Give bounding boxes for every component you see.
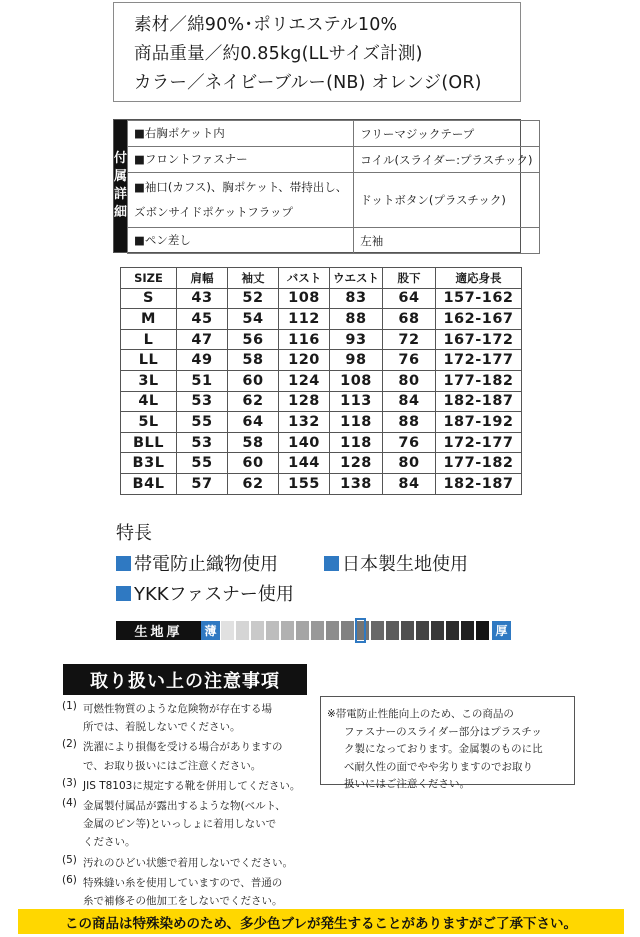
thickness-step bbox=[461, 621, 474, 640]
size-header: 適応身長 bbox=[436, 268, 522, 289]
caution-number: (3) bbox=[62, 776, 77, 789]
dye-notice-banner: この商品は特殊染めのため、多少色ブレが発生することがありますがご了承下さい。 bbox=[18, 909, 624, 934]
size-cell: 167-172 bbox=[436, 329, 522, 350]
caution-line: 洗濯により損傷を受ける場合がありますの bbox=[83, 741, 283, 754]
size-cell: 182-187 bbox=[436, 391, 522, 412]
weight-line: 商品重量／約0.85kg(LLサイズ計測) bbox=[134, 44, 423, 64]
size-row bbox=[121, 370, 522, 391]
size-cell: BLL bbox=[121, 432, 177, 453]
accessory-item: ■フロントファスナー bbox=[128, 147, 354, 173]
size-row bbox=[121, 329, 522, 350]
caution-item bbox=[62, 854, 318, 872]
size-cell: 80 bbox=[383, 453, 436, 474]
thickness-gradient bbox=[220, 621, 492, 640]
size-cell: 51 bbox=[177, 370, 228, 391]
feature-item bbox=[116, 550, 278, 576]
size-cell: 47 bbox=[177, 329, 228, 350]
thickness-step bbox=[416, 621, 429, 640]
size-cell: 5L bbox=[121, 412, 177, 433]
material-line: 素材／綿90%･ポリエステル10% bbox=[134, 15, 398, 35]
size-cell: 118 bbox=[330, 432, 383, 453]
color-line: カラー／ネイビーブルー(NB) オレンジ(OR) bbox=[134, 73, 482, 93]
size-chart bbox=[120, 267, 522, 495]
thickness-step bbox=[371, 621, 384, 640]
size-row bbox=[121, 473, 522, 494]
size-cell: 155 bbox=[279, 473, 330, 494]
feature-item bbox=[116, 580, 294, 606]
size-row bbox=[121, 412, 522, 433]
size-cell: 68 bbox=[383, 309, 436, 330]
size-cell: 113 bbox=[330, 391, 383, 412]
size-cell: 187-192 bbox=[436, 412, 522, 433]
size-cell: 45 bbox=[177, 309, 228, 330]
blue-square-icon bbox=[116, 556, 131, 571]
side-char: 付 bbox=[114, 151, 128, 166]
size-cell: 144 bbox=[279, 453, 330, 474]
size-header: ウエスト bbox=[330, 268, 383, 289]
feature-text: 日本製生地使用 bbox=[342, 554, 468, 575]
caution-number: (2) bbox=[62, 738, 77, 751]
size-cell: 120 bbox=[279, 350, 330, 371]
size-cell: 62 bbox=[228, 473, 279, 494]
size-cell: 43 bbox=[177, 288, 228, 309]
size-header: 股下 bbox=[383, 268, 436, 289]
caution-item bbox=[62, 738, 318, 774]
size-cell: M bbox=[121, 309, 177, 330]
caution-line: 可燃性物質のような危険物が存在する場 bbox=[83, 703, 272, 715]
accessory-value: 左袖 bbox=[354, 228, 539, 254]
size-cell: 83 bbox=[330, 288, 383, 309]
size-cell: 58 bbox=[228, 350, 279, 371]
caution-item bbox=[62, 777, 318, 795]
thickness-step bbox=[251, 621, 264, 640]
accessory-item: ■右胸ポケット内 bbox=[128, 121, 354, 147]
caution-line: 特殊縫い糸を使用していますので、普通の bbox=[83, 876, 283, 889]
size-cell: 93 bbox=[330, 329, 383, 350]
caution-line: 糸で補修その他加工をしないでください。 bbox=[83, 895, 283, 908]
caution-note bbox=[320, 696, 575, 790]
accessory-details bbox=[113, 119, 533, 253]
caution-text bbox=[83, 854, 318, 872]
size-row bbox=[121, 453, 522, 474]
size-cell: 124 bbox=[279, 370, 330, 391]
accessory-table bbox=[127, 120, 540, 254]
note-line: ファスナーのスライダー部分はプラスチッ bbox=[344, 725, 542, 738]
size-row bbox=[121, 432, 522, 453]
caution-text bbox=[83, 777, 318, 795]
size-cell: 4L bbox=[121, 391, 177, 412]
caution-number: (4) bbox=[62, 797, 77, 810]
caution-number: (6) bbox=[62, 873, 77, 886]
size-cell: S bbox=[121, 288, 177, 309]
size-cell: 172-177 bbox=[436, 350, 522, 371]
side-char: 細 bbox=[114, 205, 128, 220]
size-row bbox=[121, 309, 522, 330]
accessory-row bbox=[128, 147, 540, 173]
caution-line: 所では、着脱しないでください。 bbox=[83, 721, 241, 734]
caution-list bbox=[62, 700, 318, 912]
feature-text: YKKファスナー使用 bbox=[134, 584, 294, 605]
size-cell: 132 bbox=[279, 412, 330, 433]
features-title: 特長 bbox=[116, 523, 152, 544]
size-cell: B4L bbox=[121, 473, 177, 494]
size-cell: 128 bbox=[330, 453, 383, 474]
caution-item bbox=[62, 797, 318, 852]
accessory-value: コイル(スライダー:プラスチック) bbox=[354, 147, 539, 173]
accessory-row bbox=[128, 173, 540, 228]
size-cell: 80 bbox=[383, 370, 436, 391]
thickness-step bbox=[431, 621, 444, 640]
size-cell: 140 bbox=[279, 432, 330, 453]
size-cell: 72 bbox=[383, 329, 436, 350]
blue-square-icon bbox=[324, 556, 339, 571]
thick-label: 厚 bbox=[492, 621, 511, 640]
size-row bbox=[121, 391, 522, 412]
thickness-step bbox=[296, 621, 309, 640]
size-cell: 88 bbox=[330, 309, 383, 330]
size-cell: 62 bbox=[228, 391, 279, 412]
thickness-step bbox=[311, 621, 324, 640]
thickness-step bbox=[281, 621, 294, 640]
size-cell: 112 bbox=[279, 309, 330, 330]
caution-number: (5) bbox=[62, 853, 77, 866]
accessory-value: ドットボタン(プラスチック) bbox=[354, 173, 539, 228]
size-cell: 118 bbox=[330, 412, 383, 433]
size-header: バスト bbox=[279, 268, 330, 289]
size-cell: 49 bbox=[177, 350, 228, 371]
accessory-value: フリーマジックテープ bbox=[354, 121, 539, 147]
size-cell: 52 bbox=[228, 288, 279, 309]
size-row bbox=[121, 350, 522, 371]
caution-text bbox=[83, 874, 318, 910]
size-cell: 177-182 bbox=[436, 453, 522, 474]
size-cell: 3L bbox=[121, 370, 177, 391]
size-cell: 138 bbox=[330, 473, 383, 494]
note-line: 扱いにはご注意ください。 bbox=[344, 778, 470, 790]
size-cell: 53 bbox=[177, 391, 228, 412]
size-cell: 76 bbox=[383, 350, 436, 371]
caution-line: JIS T8103に規定する靴を併用してください。 bbox=[83, 779, 301, 792]
size-cell: 57 bbox=[177, 473, 228, 494]
thickness-step bbox=[341, 621, 354, 640]
size-cell: 162-167 bbox=[436, 309, 522, 330]
size-cell: 54 bbox=[228, 309, 279, 330]
size-header-row bbox=[121, 268, 522, 289]
thickness-step bbox=[401, 621, 414, 640]
size-cell: 98 bbox=[330, 350, 383, 371]
fabric-thickness-scale bbox=[116, 621, 511, 640]
caution-text bbox=[83, 738, 318, 774]
size-cell: L bbox=[121, 329, 177, 350]
size-cell: 116 bbox=[279, 329, 330, 350]
thickness-marker bbox=[355, 618, 366, 643]
size-cell: 88 bbox=[383, 412, 436, 433]
size-cell: 108 bbox=[330, 370, 383, 391]
size-row bbox=[121, 288, 522, 309]
caution-line: ください。 bbox=[83, 836, 136, 849]
size-header: SIZE bbox=[121, 268, 177, 289]
thickness-step bbox=[386, 621, 399, 640]
size-cell: 108 bbox=[279, 288, 330, 309]
size-cell: B3L bbox=[121, 453, 177, 474]
size-cell: 84 bbox=[383, 473, 436, 494]
caution-line: 汚れのひどい状態で着用しないでください。 bbox=[83, 856, 293, 869]
thin-label: 薄 bbox=[201, 621, 220, 640]
caution-title: 取り扱い上の注意事項 bbox=[63, 664, 307, 695]
feature-text: 帯電防止織物使用 bbox=[134, 554, 278, 575]
note-line: ク製になっております。金属製のものに比 bbox=[344, 743, 543, 755]
blue-square-icon bbox=[116, 586, 131, 601]
accessory-item: ■袖口(カフス)、胸ポケット、帯持出し、 ズボンサイドポケットフラップ bbox=[128, 173, 354, 228]
size-header: 袖丈 bbox=[228, 268, 279, 289]
size-cell: LL bbox=[121, 350, 177, 371]
accessory-row bbox=[128, 228, 540, 254]
size-cell: 128 bbox=[279, 391, 330, 412]
size-cell: 60 bbox=[228, 370, 279, 391]
thickness-step bbox=[476, 621, 489, 640]
note-line: べ耐久性の面でやや劣りますのでお取り bbox=[344, 760, 533, 773]
size-cell: 58 bbox=[228, 432, 279, 453]
size-cell: 53 bbox=[177, 432, 228, 453]
size-cell: 64 bbox=[228, 412, 279, 433]
caution-item bbox=[62, 874, 318, 910]
thickness-step bbox=[446, 621, 459, 640]
size-cell: 55 bbox=[177, 412, 228, 433]
accessory-side-label bbox=[114, 120, 127, 252]
size-header: 肩幅 bbox=[177, 268, 228, 289]
size-cell: 64 bbox=[383, 288, 436, 309]
feature-item bbox=[324, 550, 468, 576]
material-info-box bbox=[113, 2, 521, 102]
size-cell: 56 bbox=[228, 329, 279, 350]
accessory-row bbox=[128, 121, 540, 147]
side-char: 属 bbox=[114, 169, 128, 184]
caution-line: 金属製付属品が露出するような物(ベルト、 bbox=[83, 800, 286, 813]
thickness-label: 生地厚 bbox=[116, 621, 201, 640]
thickness-step bbox=[326, 621, 339, 640]
size-cell: 55 bbox=[177, 453, 228, 474]
size-cell: 182-187 bbox=[436, 473, 522, 494]
size-cell: 177-182 bbox=[436, 370, 522, 391]
caution-text bbox=[83, 700, 318, 736]
caution-number: (1) bbox=[62, 700, 77, 712]
caution-text bbox=[83, 797, 318, 852]
caution-line: 金属のピン等)といっしょに着用しないで bbox=[83, 818, 277, 831]
caution-line: で、お取り扱いにはご注意ください。 bbox=[83, 759, 262, 772]
size-cell: 84 bbox=[383, 391, 436, 412]
side-char: 詳 bbox=[114, 187, 128, 202]
caution-item bbox=[62, 700, 318, 736]
thickness-step bbox=[266, 621, 279, 640]
size-cell: 157-162 bbox=[436, 288, 522, 309]
thickness-step bbox=[221, 621, 234, 640]
size-cell: 172-177 bbox=[436, 432, 522, 453]
note-line: ※帯電防止性能向上のため、この商品の bbox=[327, 708, 514, 720]
size-cell: 60 bbox=[228, 453, 279, 474]
size-cell: 76 bbox=[383, 432, 436, 453]
thickness-step bbox=[236, 621, 249, 640]
accessory-item: ■ペン差し bbox=[128, 228, 354, 254]
